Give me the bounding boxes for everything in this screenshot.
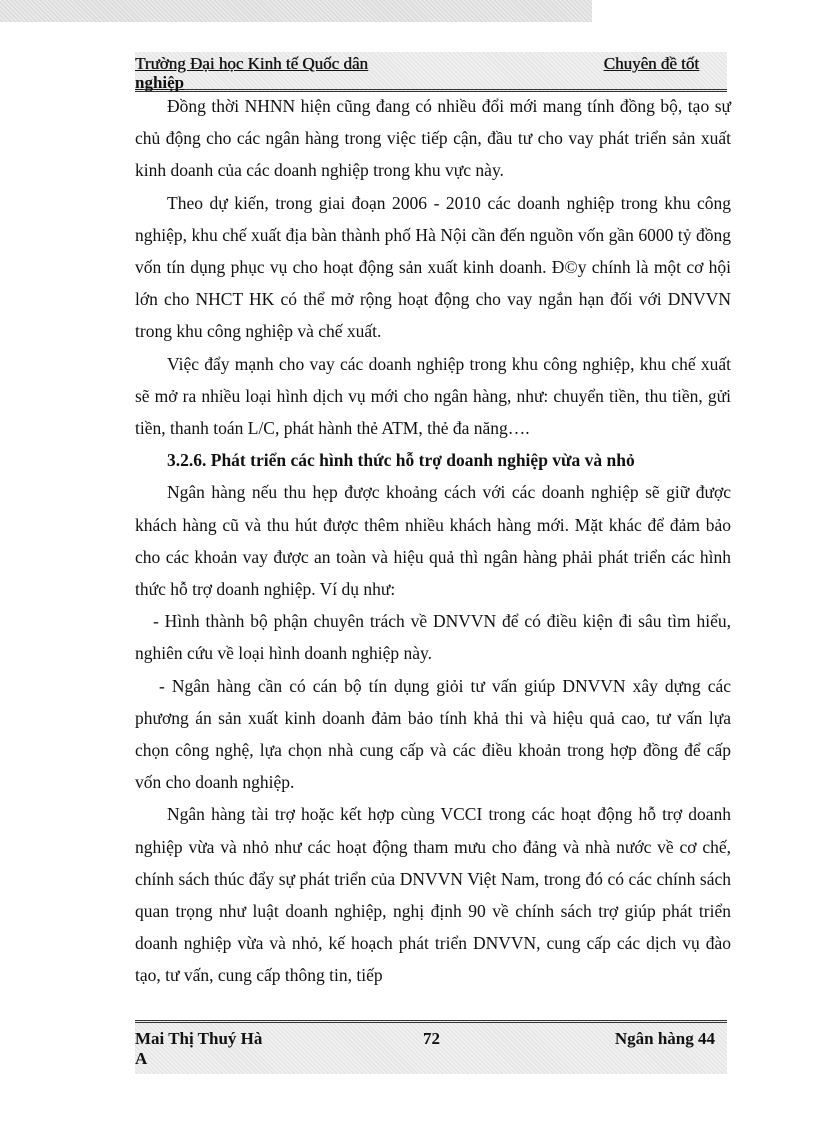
bullet-paragraph: - Ngân hàng cần có cán bộ tín dụng giỏi tư vấn giúp DNVVN xây dựng các phương án sản xuất kinh doanh đảm bảo tính khả thi và hiệu quả cao, tư vấn lựa chọn công nghệ, lựa chọn nhà cung cấp và các điều khoản trong hợp đồng để cấp vốn cho doanh nghiệp. xyxy=(135,675,731,793)
header-school-name: Trường Đại học Kinh tế Quốc dân xyxy=(135,54,368,73)
paragraph: Đồng thời NHNN hiện cũng đang có nhiều đổi mới mang tính đồng bộ, tạo sự chủ động cho các ngân hàng trong việc tiếp cận, đầu tư cho vay phát triển sản xuất kinh doanh của các doanh nghiệp trong khu vực này. xyxy=(135,96,731,181)
section-heading: 3.2.6. Phát triển các hình thức hỗ trợ doanh nghiệp vừa và nhỏ xyxy=(167,450,635,471)
page-header xyxy=(135,52,727,92)
footer-author: Mai Thị Thuý Hà xyxy=(135,1029,263,1048)
paragraph: Theo dự kiến, trong giai đoạn 2006 - 2010 các doanh nghiệp trong khu công nghiệp, khu chế xuất địa bàn thành phố Hà Nội cần đến nguồn vốn gần 6000 tỷ đồng vốn tín dụng phục vụ cho hoạt động sản xuất kinh doanh. Đ©y chính là một cơ hội lớn cho NHCT HK có thể mở rộng hoạt động cho vay ngắn hạn đối với DNVVN trong khu công nghiệp và chế xuất. xyxy=(135,192,731,342)
page-footer xyxy=(135,1020,727,1074)
header-report-type-wrap: nghiệp xyxy=(135,73,185,92)
footer-page-number: 72 xyxy=(423,1029,440,1048)
page-body xyxy=(135,90,731,992)
top-decorative-strip xyxy=(0,0,592,22)
footer-class-name: Ngân hàng 44 xyxy=(614,1029,715,1048)
paragraph: Việc đẩy mạnh cho vay các doanh nghiệp trong khu công nghiệp, khu chế xuất sẽ mở ra nhiều loại hình dịch vụ mới cho ngân hàng, như: chuyển tiền, thu tiền, gửi tiền, thanh toán L/C, phát hành thẻ ATM, thẻ đa năng…. xyxy=(135,353,731,439)
paragraph: Ngân hàng tài trợ hoặc kết hợp cùng VCCI trong các hoạt động hỗ trợ doanh nghiệp vừa và nhỏ như các hoạt động tham mưu cho đảng và nhà nước về cơ chế, chính sách thúc đẩy sự phát triển của DNVVN Việt Nam, trong đó có các chính sách quan trọng như luật doanh nghiệp, nghị định 90 về chính sách trợ giúp phát triển doanh nghiệp vừa và nhỏ, kế hoạch phát triển DNVVN, cung cấp các dịch vụ đào tạo, tư vấn, cung cấp thông tin, tiếp xyxy=(135,804,731,986)
footer-author-wrap: A xyxy=(135,1049,148,1068)
paragraph: Ngân hàng nếu thu hẹp được khoảng cách với các doanh nghiệp sẽ giữ được khách hàng cũ và thu hút được thêm nhiều khách hàng mới. Mặt khác để đảm bảo cho các khoản vay được an toàn và hiệu quả thì ngân hàng phải phát triển các hình thức hỗ trợ doanh nghiệp. Ví dụ như: xyxy=(135,482,731,600)
bullet-paragraph: - Hình thành bộ phận chuyên trách về DNVVN để có điều kiện đi sâu tìm hiểu, nghiên cứu về loại hình doanh nghiệp này. xyxy=(135,611,731,664)
header-report-type: Chuyên đề tốt xyxy=(603,54,699,73)
